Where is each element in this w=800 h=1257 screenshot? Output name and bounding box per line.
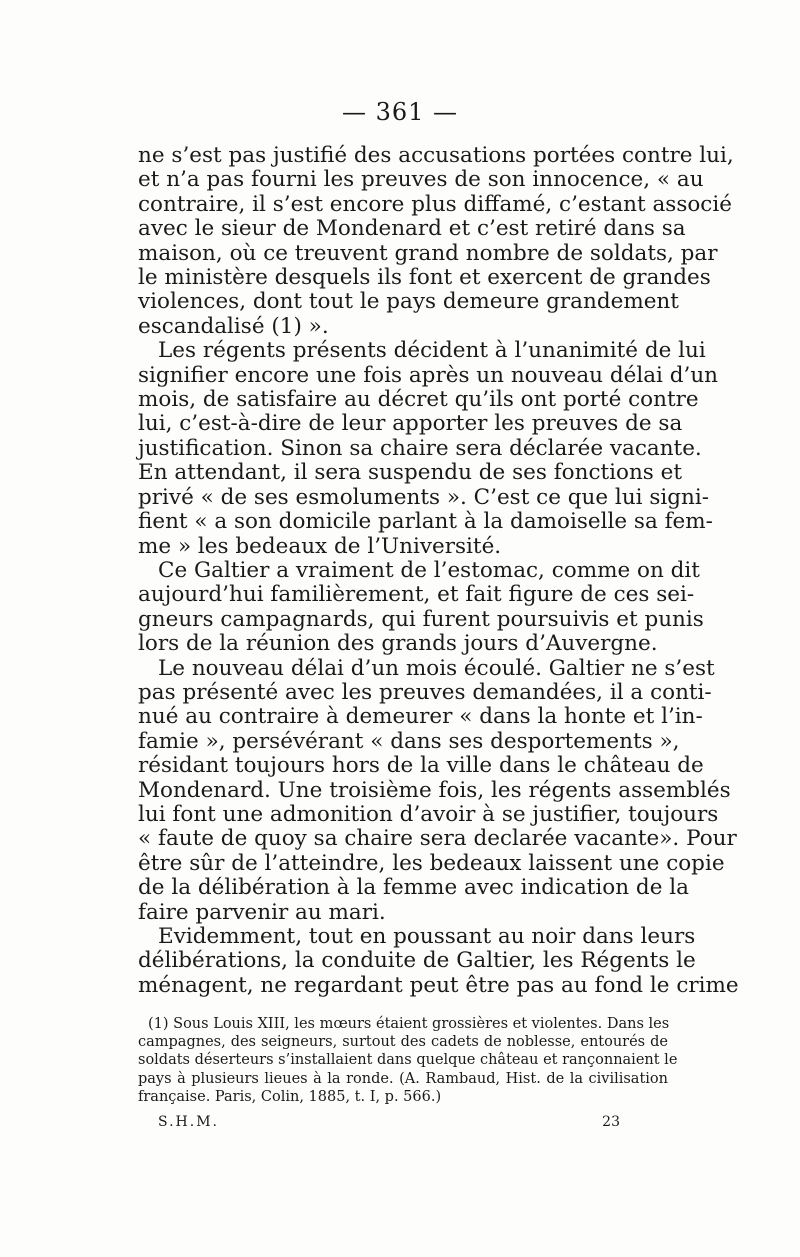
sheet-number: 23 [602, 1114, 620, 1130]
footnote-line: pays à plusieurs lieues à la ronde. (A. Rambaud, Hist. de la civilisation [138, 1070, 668, 1087]
text-line: gneurs campagnards, qui furent poursuivis et punis [138, 606, 704, 632]
text-line: et n’a pas fourni les preuves de son innocence, « au [138, 167, 704, 193]
text-line: me » les bedeaux de l’Université. [138, 533, 502, 559]
text-line: de la délibération à la femme avec indication de la [138, 875, 689, 901]
text-line: lors de la réunion des grands jours d’Auvergne. [138, 631, 658, 657]
text-line: ne s’est pas justifié des accusations portées contre lui, [138, 143, 734, 168]
text-line: le ministère desquels ils font et exercent de grandes [138, 265, 711, 291]
main-text [138, 143, 739, 998]
footnote [138, 1015, 678, 1106]
text-line: famie », persévérant « dans ses desportements », [138, 728, 680, 754]
footnote-line: (1) Sous Louis XIII, les mœurs étaient grossières et violentes. Dans les [148, 1016, 670, 1032]
signature-mark: S.H.M. [158, 1114, 219, 1130]
text-line: résidant toujours hors de la ville dans le château de [138, 753, 704, 779]
text-line: justification. Sinon sa chaire sera déclarée vacante. [138, 435, 702, 461]
text-line: Ce Galtier a vraiment de l’estomac, comme on dit [158, 557, 700, 583]
text-line: escandalisé (1) ». [138, 313, 329, 339]
text-line: pas présenté avec les preuves demandées, il a conti- [138, 679, 712, 705]
text-line: avec le sieur de Mondenard et c’est retiré dans sa [138, 216, 686, 242]
footnote-line: campagnes, des seigneurs, surtout des cadets de noblesse, entourés de [138, 1034, 668, 1051]
text-line: En attendant, il sera suspendu de ses fonctions et [138, 460, 683, 486]
text-line: maison, où ce treuvent grand nombre de soldats, par [138, 240, 718, 266]
text-line: délibérations, la conduite de Galtier, les Régents le [138, 948, 696, 974]
text-line: mois, de satisfaire au décret qu’ils ont porté contre [138, 387, 699, 413]
text-line: « faute de quoy sa chaire sera declarée vacante». Pour [138, 826, 737, 852]
text-line: Le nouveau délai d’un mois écoulé. Galtier ne s’est [158, 655, 715, 681]
text-line: nué au contraire à demeurer « dans la honte et l’in- [138, 704, 703, 730]
text-line: lui, c’est-à-dire de leur apporter les preuves de sa [138, 411, 683, 437]
text-line: signifier encore une fois après un nouveau délai d’un [138, 362, 719, 388]
text-line: aujourd’hui familièrement, et fait figure de ces sei- [138, 582, 695, 608]
text-line: Mondenard. Une troisième fois, les régents assemblés [138, 777, 731, 803]
page-footer [158, 1114, 620, 1130]
footnote-line: soldats déserteurs s’installaient dans quelque château et rançonnaient le [138, 1052, 678, 1069]
text-line: faire parvenir au mari. [138, 899, 386, 925]
text-line: ménagent, ne regardant peut être pas au fond le crime [138, 972, 739, 998]
text-line: violences, dont tout le pays demeure grandement [138, 289, 679, 315]
text-line: contraire, il s’est encore plus diffamé, c’estant associé [138, 191, 732, 217]
footnote-line: française. Paris, Colin, 1885, t. I, p. 566.) [138, 1088, 442, 1105]
text-line: privé « de ses esmoluments ». C’est ce que lui signi- [138, 484, 710, 510]
text-line: Evidemment, tout en poussant au noir dans leurs [158, 924, 696, 949]
page-number: — 361 — [341, 98, 459, 126]
text-line: Les régents présents décident à l’unanimité de lui [158, 338, 706, 364]
text-line: être sûr de l’atteindre, les bedeaux laissent une copie [138, 850, 725, 876]
text-line: fient « a son domicile parlant à la damoiselle sa fem- [138, 509, 713, 535]
text-line: lui font une admonition d’avoir à se justifier, toujours [138, 801, 719, 827]
